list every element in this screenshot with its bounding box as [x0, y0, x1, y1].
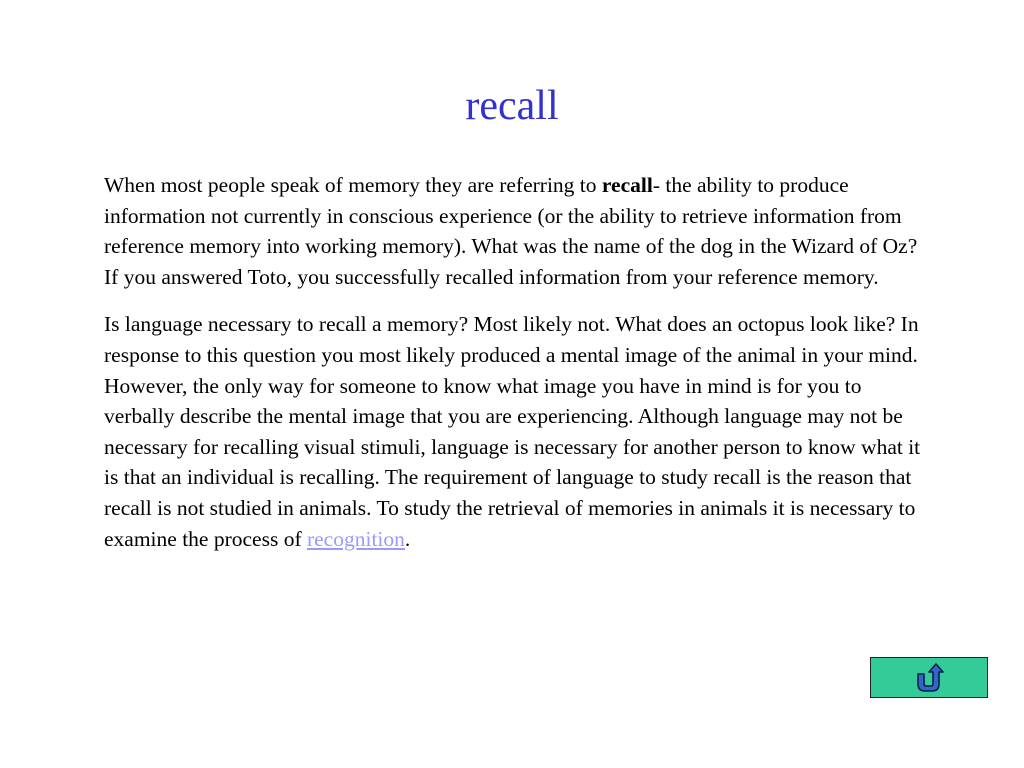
recall-term: recall	[601, 173, 653, 197]
recognition-link[interactable]: recognition	[306, 526, 405, 551]
paragraph-recall-definition	[104, 170, 934, 292]
slide-title: recall	[465, 83, 559, 129]
paragraph-1-text-start: When most people speak of memory they are referring to	[104, 173, 602, 197]
paragraph-2-text: Is language necessary to recall a memory? Most likely not. What does an octopus look like? In response to this question you most likely produced a mental image of the animal in your mind. However, the only way for someone to know what image you have in mind is for you to verbally describe the mental image that you are experiencing. Although language may not be necessary for recalling visual stimuli, language is necessary for another person to know what it is that an individual is recalling. The requirement of language to study recall is the reason that recall is not studied in animals. To study the retrieval of memories in animals it is necessary to examine the process of	[104, 312, 921, 551]
paragraph-2-period: .	[404, 526, 411, 551]
slide-body	[104, 170, 934, 571]
paragraph-1-text-end: - the ability to produce information not currently in conscious experience (or the ability to retrieve information from reference memory into working memory). What was the name of the dog in the Wizard of Oz? If you answered Toto, you successfully recalled information from your reference memory.	[104, 173, 918, 289]
paragraph-language-and-recall	[104, 309, 934, 554]
return-button[interactable]	[870, 657, 988, 698]
return-arrow-icon	[912, 662, 946, 694]
